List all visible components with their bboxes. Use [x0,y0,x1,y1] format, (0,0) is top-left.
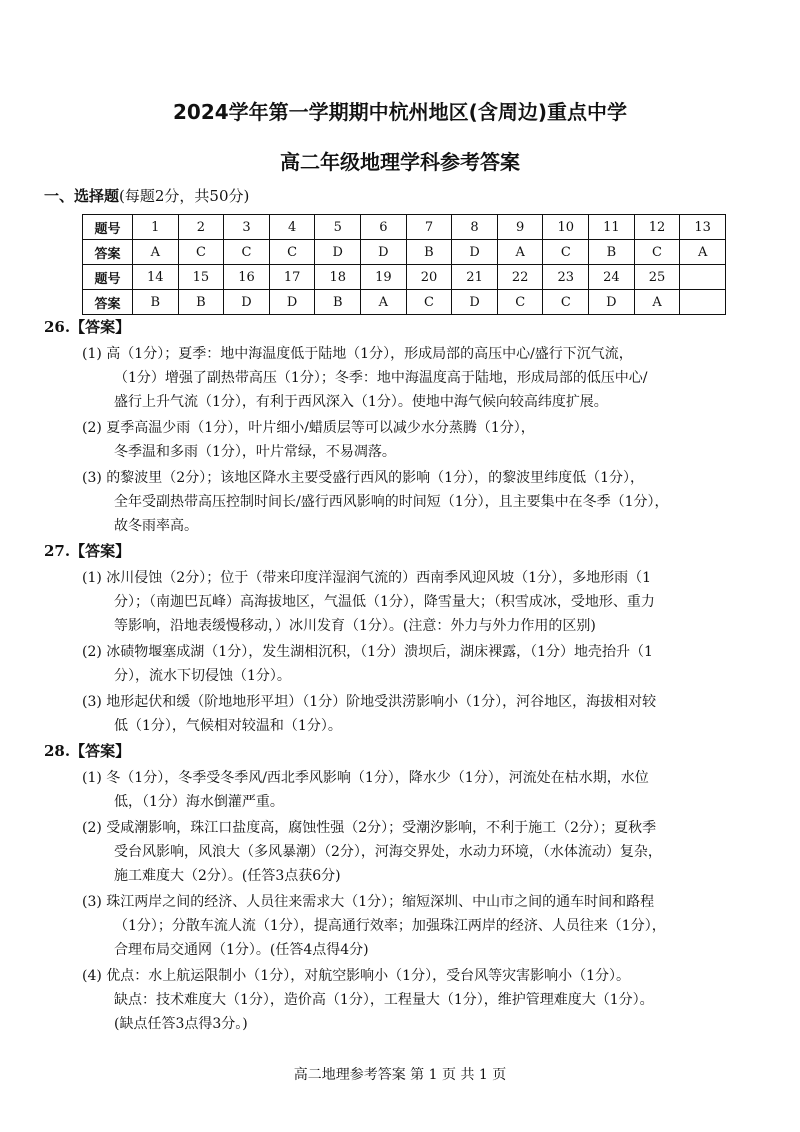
table-cell: 15 [178,265,224,290]
table-cell: B [589,240,635,265]
table-cell: D [589,290,635,315]
table-cell: 5 [315,215,361,240]
row-label-question-number: 题号 [83,215,133,240]
table-cell: 23 [543,265,589,290]
answer-line: 冬季温和多雨（1分），叶片常绿，不易凋落。 [114,444,396,460]
table-cell: 3 [224,215,270,240]
answer-line: (3) 珠江两岸之间的经济、人员往来需求大（1分）；缩短深圳、中山市之间的通车时间和路程 [82,894,655,910]
table-cell: D [452,290,498,315]
table-cell: B [133,290,179,315]
table-cell: 20 [406,265,452,290]
table-cell: 14 [133,265,179,290]
answer-line: (1) 高（1分）；夏季：地中海温度低于陆地（1分），形成局部的高压中心/盛行下沉气流， [82,346,633,362]
row-label-question-number: 题号 [83,265,133,290]
table-cell: 4 [269,215,315,240]
table-cell [680,265,726,290]
section-1-heading [44,185,249,206]
table-cell: 6 [361,215,407,240]
exam-title: 2024学年第一学期期中杭州地区(含周边)重点中学 [173,100,627,124]
table-cell: C [406,290,452,315]
section-1-title: 一、选择题 [44,187,120,205]
q26-heading: 26.【答案】 [44,318,131,336]
table-cell: A [497,240,543,265]
row-label-answer: 答案 [83,240,133,265]
table-cell: 10 [543,215,589,240]
answer-line: (1) 冬（1分），冬季受冬季风/西北季风影响（1分），降水少（1分），河流处在枯水期，水位 [82,770,649,786]
table-cell: A [680,240,726,265]
answer-line: （1分）；分散车流人流（1分），提高通行效率；加强珠江两岸的经济、人员往来（1分）， [114,918,666,934]
answer-line: 盛行上升气流（1分），有利于西风深入（1分）。使地中海气候向较高纬度扩展。 [114,394,608,410]
table-cell: C [224,240,270,265]
table-cell: A [361,290,407,315]
answer-line: 等影响，沿地表缓慢移动，）冰川发育（1分）。(注意：外力与外力作用的区别) [114,618,596,634]
table-cell: B [315,290,361,315]
answer-line: 低，（1分）海水倒灌严重。 [114,794,284,810]
table-cell: 24 [589,265,635,290]
answer-line: (缺点任答3点得3分。) [114,1016,248,1032]
table-cell: D [269,290,315,315]
table-cell: 1 [133,215,179,240]
answer-line: 分），流水下切侵蚀（1分）。 [114,668,291,684]
answer-line: (2) 夏季高温少雨（1分），叶片细小/蜡质层等可以减少水分蒸腾（1分）， [82,420,535,436]
table-cell: B [406,240,452,265]
table-cell: 13 [680,215,726,240]
answer-line: 分）；（南迦巴瓦峰）高海拔地区，气温低（1分），降雪量大；（积雪成冰，受地形、重力 [114,594,655,610]
table-cell: 9 [497,215,543,240]
answer-line: (2) 冰碛物堰塞成湖（1分），发生湖相沉积，（1分）溃坝后，湖床裸露，（1分）地壳抬升（1 [82,644,653,660]
table-cell: B [178,290,224,315]
table-cell: C [634,240,680,265]
table-cell: D [361,240,407,265]
answer-line: 低（1分），气候相对较温和（1分）。 [114,718,342,734]
table-cell: 18 [315,265,361,290]
table-row-question-numbers-1 [83,215,726,240]
answer-table [82,214,726,315]
answer-line: 受台风影响，风浪大（多风暴潮）（2分），河海交界处，水动力环境，（水体流动）复杂， [114,844,662,860]
answer-line: 全年受副热带高压控制时间长/盛行西风影响的时间短（1分），且主要集中在冬季（1分）， [114,494,669,510]
answer-line: (1) 冰川侵蚀（2分）；位于（带来印度洋湿润气流的）西南季风迎风坡（1分），多地形雨（1 [82,570,652,586]
answer-line: (3) 地形起伏和缓（阶地地形平坦）（1分）阶地受洪涝影响小（1分），河谷地区，海拔相对较 [82,694,657,710]
answer-line: (4) 优点：水上航运限制小（1分），对航空影响小（1分），受台风等灾害影响小（1分）。 [82,968,631,984]
table-cell: 7 [406,215,452,240]
table-cell: 12 [634,215,680,240]
table-cell: 2 [178,215,224,240]
answer-line: (2) 受咸潮影响，珠江口盐度高，腐蚀性强（2分）；受潮汐影响，不利于施工（2分）；夏秋季 [82,820,657,836]
table-cell: D [224,290,270,315]
answer-line: 故冬雨率高。 [114,518,198,534]
table-cell: 25 [634,265,680,290]
q27-heading: 27.【答案】 [44,542,131,560]
table-cell: C [269,240,315,265]
table-cell: A [133,240,179,265]
answer-line: 缺点：技术难度大（1分），造价高（1分），工程量大（1分），维护管理难度大（1分）。 [114,992,654,1008]
table-cell: C [543,290,589,315]
table-cell: 16 [224,265,270,290]
answer-line: 合理布局交通网（1分）。(任答4点得4分) [114,942,369,958]
table-cell: C [497,290,543,315]
answer-line: (3) 的黎波里（2分）；该地区降水主要受盛行西风的影响（1分），的黎波里纬度低（1分）， [82,470,645,486]
table-cell: 8 [452,215,498,240]
answer-line: 施工难度大（2分）。(任答3点获6分) [114,868,341,884]
answer-line: （1分）增强了副热带高压（1分）；冬季：地中海温度高于陆地，形成局部的低压中心/ [114,370,648,386]
table-cell: A [634,290,680,315]
table-cell: D [315,240,361,265]
table-cell: C [543,240,589,265]
table-cell: 21 [452,265,498,290]
section-1-note: (每题2分，共50分) [119,187,250,205]
table-row-answers-2 [83,290,726,315]
table-cell: 22 [497,265,543,290]
table-cell [680,290,726,315]
q28-heading: 28.【答案】 [44,742,131,760]
table-cell: 11 [589,215,635,240]
table-row-answers-1 [83,240,726,265]
table-cell: D [452,240,498,265]
exam-subtitle: 高二年级地理学科参考答案 [280,150,520,174]
table-row-question-numbers-2 [83,265,726,290]
table-cell: C [178,240,224,265]
page-footer: 高二地理参考答案 第 1 页 共 1 页 [293,1067,507,1083]
row-label-answer: 答案 [83,290,133,315]
table-cell: 17 [269,265,315,290]
table-cell: 19 [361,265,407,290]
